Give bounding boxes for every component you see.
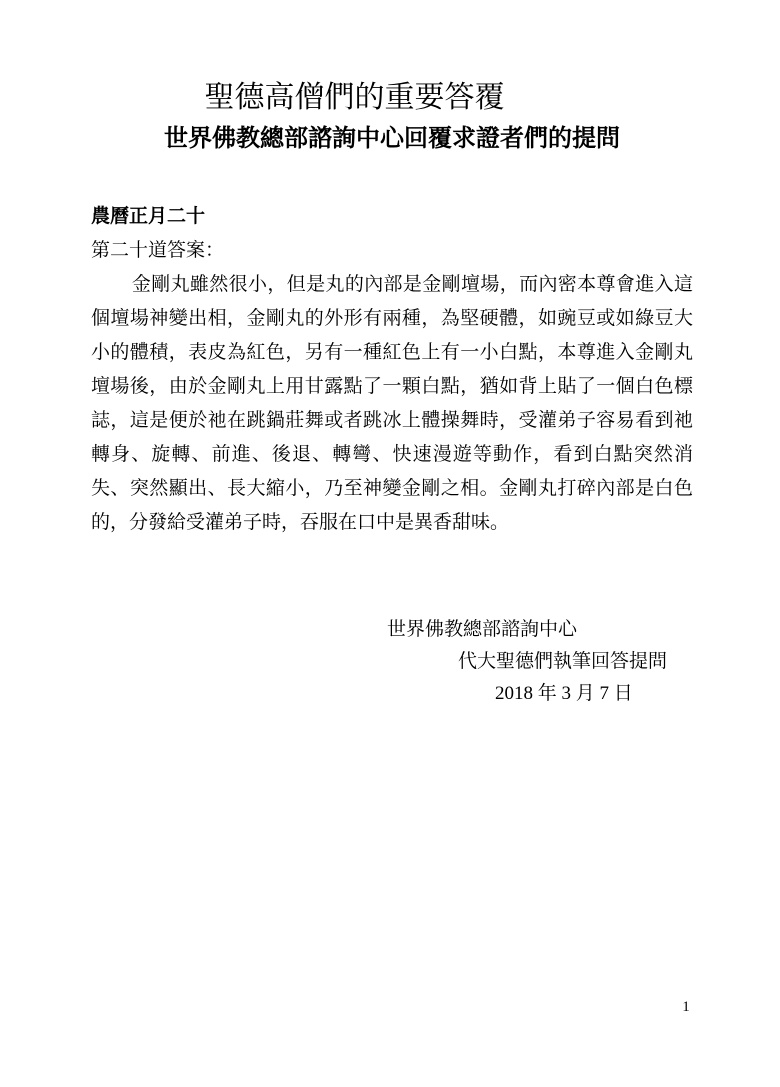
- document-title: 聖德高僧們的重要答覆: [204, 81, 505, 114]
- signature-date: 2018 年 3 月 7 日: [495, 683, 633, 704]
- document-subtitle: 世界佛教總部諮詢中心回覆求證者們的提問: [164, 126, 620, 152]
- signature-organization: 世界佛教總部諮詢中心: [387, 619, 578, 640]
- signature-block: [91, 614, 693, 710]
- answer-number-label: 第二十道答案：: [91, 240, 225, 261]
- lunar-date-heading: 農曆正月二十: [91, 206, 206, 227]
- page-number: 1: [682, 999, 690, 1015]
- signature-byline: 代大聖德們執筆回答提問: [458, 651, 668, 672]
- document-page: [0, 78, 780, 1087]
- answer-body-paragraph: 金剛丸雖然很小，但是丸的內部是金剛壇場，而內密本尊會進入這個壇場神變出相，金剛丸的外形有兩種，為堅硬體，如豌豆或如綠豆大小的體積，表皮為紅色，另有一種紅色上有一小白點，本尊進入金剛丸壇場後，由於金剛丸上用甘露點了一顆白點，猶如背上貼了一個白色標誌，這是便於祂在跳鍋莊舞或者跳冰上體操舞時，受灌弟子容易看到祂轉身、旋轉、前進、後退、轉彎、快速漫遊等動作，看到白點突然消失、突然顯出、長大縮小，乃至神變金剛之相。金剛丸打碎內部是白色的，分發給受灌弟子時，吞服在口中是異香甜味。: [91, 274, 693, 533]
- document-content: [0, 78, 780, 710]
